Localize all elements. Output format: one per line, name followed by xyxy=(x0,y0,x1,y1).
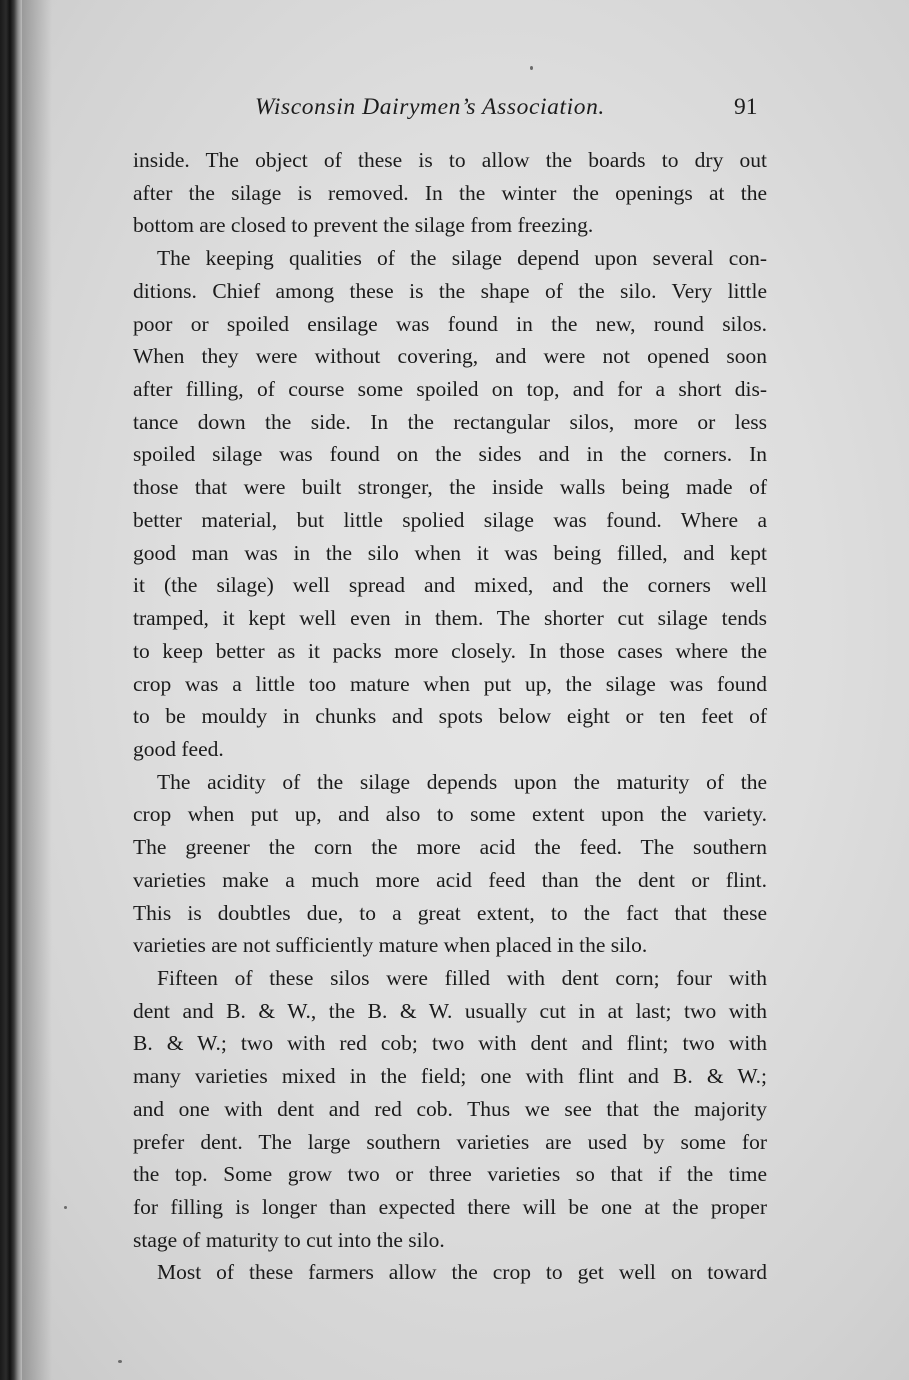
text-line: The acidity of the silage depends upon the maturity of the xyxy=(157,769,767,794)
text-line: varieties are not sufficiently mature when placed in the silo. xyxy=(133,933,648,958)
scan-speck xyxy=(118,1360,122,1363)
running-title: Wisconsin Dairymen’s Association. xyxy=(255,94,605,120)
text-line: bottom are closed to prevent the silage from freezing. xyxy=(133,213,594,238)
text-line: after the silage is removed. In the winter the openings at the xyxy=(133,180,767,205)
text-line: When they were without covering, and were not opened soon xyxy=(133,344,767,369)
text-line: tramped, it kept well even in them. The shorter cut silage tends xyxy=(133,606,767,631)
text-line: varieties make a much more acid feed than the dent or flint. xyxy=(133,867,767,892)
scan-speck xyxy=(64,1206,67,1209)
text-line: The keeping qualities of the silage depend upon several con- xyxy=(157,246,767,271)
text-line: Most of these farmers allow the crop to get well on toward xyxy=(157,1260,767,1285)
text-line: good feed. xyxy=(133,736,224,761)
text-line: crop when put up, and also to some extent upon the variety. xyxy=(133,802,767,827)
text-line: better material, but little spolied silage was found. Where a xyxy=(133,507,767,532)
page-header xyxy=(0,92,909,128)
text-line: B. & W.; two with red cob; two with dent and flint; two with xyxy=(133,1031,767,1056)
text-line: for filling is longer than expected there will be one at the proper xyxy=(133,1195,767,1219)
text-line: it (the silage) well spread and mixed, and the corners well xyxy=(133,573,767,598)
text-line: ditions. Chief among these is the shape of the silo. Very little xyxy=(133,278,767,303)
text-line: to be mouldy in chunks and spots below eight or ten feet of xyxy=(133,704,767,729)
text-line: The greener the corn the more acid the feed. The southern xyxy=(133,835,767,860)
text-line: good man was in the silo when it was being filled, and kept xyxy=(133,540,767,565)
text-line: poor or spoiled ensilage was found in the new, round silos. xyxy=(133,311,767,336)
text-line: This is doubtles due, to a great extent, to the fact that these xyxy=(133,900,767,925)
text-line: after filling, of course some spoiled on top, and for a short dis- xyxy=(133,377,767,402)
gutter-shadow xyxy=(22,0,52,1380)
text-line: the top. Some grow two or three varieties so that if the time xyxy=(133,1162,767,1187)
text-line: to keep better as it packs more closely. In those cases where the xyxy=(133,638,767,663)
text-line: tance down the side. In the rectangular silos, more or less xyxy=(133,409,767,434)
text-line: stage of maturity to cut into the silo. xyxy=(133,1227,445,1252)
text-line: spoiled silage was found on the sides and in the corners. In xyxy=(133,442,767,467)
body-text xyxy=(133,144,767,1289)
page-number: 91 xyxy=(734,94,758,120)
text-line: those that were built stronger, the inside walls being made of xyxy=(133,475,767,500)
text-line: prefer dent. The large southern varieties are used by some for xyxy=(133,1129,767,1154)
text-line: many varieties mixed in the field; one with flint and B. & W.; xyxy=(133,1064,767,1089)
text-line: inside. The object of these is to allow the boards to dry out xyxy=(133,148,767,172)
text-line: and one with dent and red cob. Thus we see that the majority xyxy=(133,1096,767,1121)
text-line: dent and B. & W., the B. & W. usually cut in at last; two with xyxy=(133,998,767,1023)
scan-speck xyxy=(530,66,533,70)
book-binding-edge xyxy=(0,0,22,1380)
text-line: Fifteen of these silos were filled with dent corn; four with xyxy=(157,965,767,990)
text-line: crop was a little too mature when put up, the silage was found xyxy=(133,671,767,696)
